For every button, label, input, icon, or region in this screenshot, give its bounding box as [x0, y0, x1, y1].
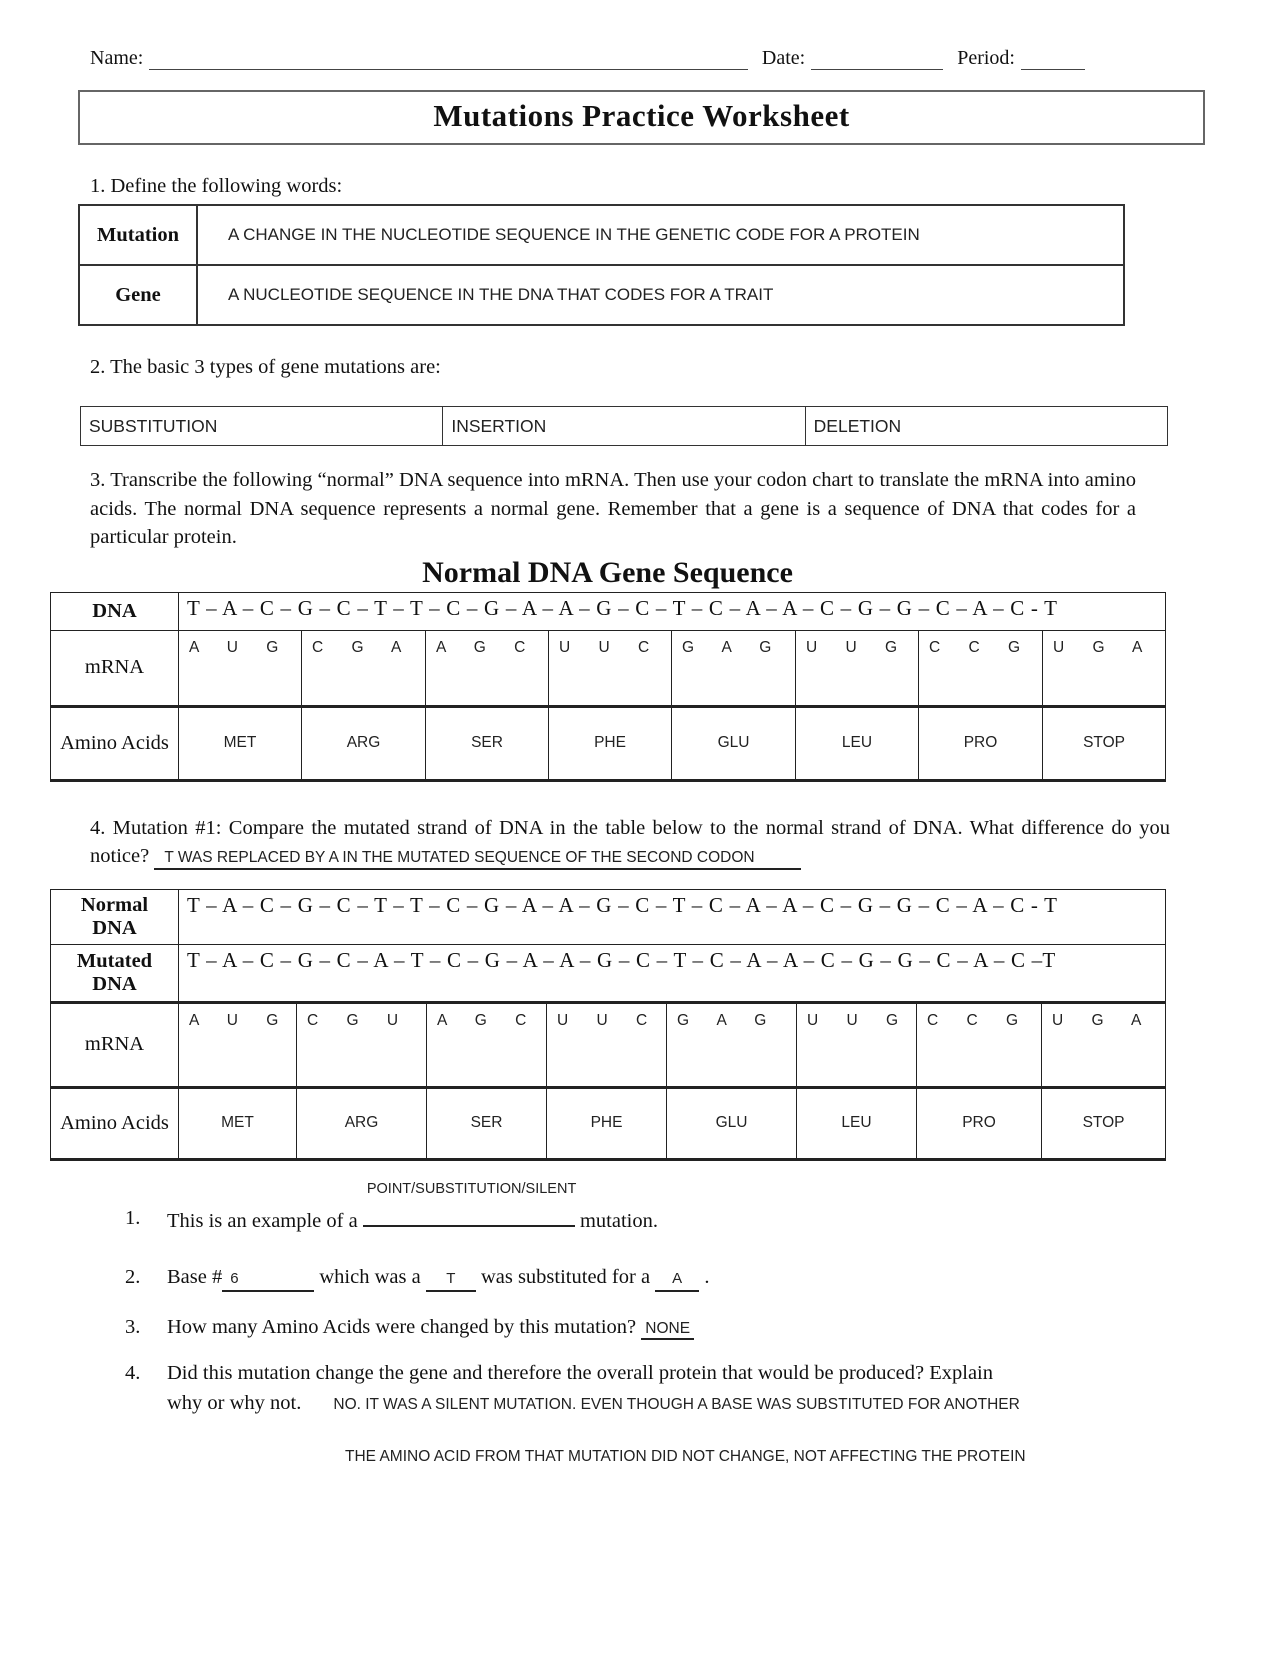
- section2-heading: 2. The basic 3 types of gene mutations are:: [90, 356, 441, 378]
- date-label: Date:: [761, 47, 806, 69]
- question-text: was substituted for a: [480, 1265, 651, 1288]
- table-row: [51, 944, 1166, 1002]
- table-row: [79, 205, 1124, 265]
- amino-acid: PHE: [547, 1087, 667, 1159]
- period-label: Period:: [957, 47, 1015, 69]
- normal-sequence-table: [50, 592, 1166, 782]
- question-3: [125, 1312, 1280, 1344]
- written-answer: NO. IT WAS A SILENT MUTATION. EVEN THOUGH A BASE WAS SUBSTITUTED FOR ANOTHER: [333, 1395, 1020, 1413]
- question-number: 2.: [125, 1265, 141, 1288]
- amino-row-label: Amino Acids: [51, 706, 179, 780]
- amino-acid: SER: [426, 706, 549, 780]
- table-row: [51, 1002, 1166, 1087]
- question-number: 4.: [125, 1361, 141, 1384]
- mrna-codon: A U G: [179, 630, 302, 706]
- table-row: [51, 630, 1166, 706]
- table-row: [51, 706, 1166, 780]
- mrna-codon: A G C: [426, 630, 549, 706]
- date-blank-line: [811, 46, 943, 70]
- mutated-dna-row-label: Mutated DNA: [51, 944, 179, 1002]
- definition-mutation: A CHANGE IN THE NUCLEOTIDE SEQUENCE IN THE GENETIC CODE FOR A PROTEIN: [197, 205, 1124, 265]
- type-insertion: INSERTION: [443, 407, 805, 446]
- amino-acid: MET: [179, 1087, 297, 1159]
- question-text: .: [704, 1265, 710, 1288]
- page-title: Mutations Practice Worksheet: [433, 98, 850, 133]
- mrna-codon: U U C: [549, 630, 672, 706]
- table-row: [51, 1087, 1166, 1159]
- question-text: How many Amino Acids were changed by this mutation?: [167, 1315, 637, 1338]
- mrna-codon: U U C: [547, 1002, 667, 1087]
- question-number: 1.: [125, 1206, 141, 1229]
- header-row: [90, 46, 1085, 70]
- question-text: which was a: [319, 1265, 421, 1288]
- mrna-codon: C G U: [297, 1002, 427, 1087]
- amino-acid: ARG: [297, 1087, 427, 1159]
- normal-sequence-title: Normal DNA Gene Sequence: [422, 555, 793, 589]
- amino-row-label: Amino Acids: [51, 1087, 179, 1159]
- answer-blank: [363, 1180, 577, 1227]
- mrna-codon: U U G: [797, 1002, 917, 1087]
- term-mutation: Mutation: [79, 205, 197, 265]
- mrna-codon: G A G: [667, 1002, 797, 1087]
- amino-acid: ARG: [302, 706, 426, 780]
- mrna-row-label: mRNA: [51, 630, 179, 706]
- title-box: [78, 90, 1205, 145]
- question-4: [125, 1358, 1280, 1472]
- name-label: Name:: [90, 47, 144, 69]
- period-blank-line: [1021, 46, 1085, 70]
- section4-question-text: 4. Mutation #1: Compare the mutated strand of DNA in the table below to the normal strand of DNA. What difference do you notice?: [90, 816, 1170, 867]
- written-answer: 6: [222, 1268, 314, 1292]
- dna-row-label: DNA: [51, 592, 179, 630]
- normal-dna-sequence: T – A – C – G – C – T – T – C – G – A – A – G – C – T – C – A – A – C – G – G – C – A – C - T: [179, 889, 1166, 944]
- definitions-table: [78, 204, 1125, 326]
- question-text: Did this mutation change the gene and therefore the overall protein that would be produced? Explain: [167, 1361, 993, 1384]
- written-answer: A: [655, 1268, 699, 1292]
- amino-acid: LEU: [796, 706, 919, 780]
- mutated-dna-sequence: T – A – C – G – C – A – T – C – G – A – A – G – C – T – C – A – A – C – G – G – C – A – C –T: [179, 944, 1166, 1002]
- written-answer: T: [426, 1268, 476, 1292]
- question-2: [125, 1262, 1280, 1292]
- mrna-row-label: mRNA: [51, 1002, 179, 1087]
- section4-written-answer: T WAS REPLACED BY A IN THE MUTATED SEQUENCE OF THE SECOND CODON: [154, 849, 800, 870]
- mutation1-table: [50, 889, 1166, 1161]
- amino-acid: STOP: [1042, 1087, 1166, 1159]
- section1-heading: 1. Define the following words:: [90, 175, 343, 197]
- question-text: Base #: [167, 1265, 223, 1288]
- followup-questions: [125, 1180, 1280, 1472]
- amino-acid: PRO: [919, 706, 1043, 780]
- mrna-codon: G A G: [672, 630, 796, 706]
- question-text: This is an example of a: [167, 1209, 358, 1232]
- mrna-codon: U G A: [1043, 630, 1166, 706]
- mrna-codon: A G C: [427, 1002, 547, 1087]
- amino-acid: MET: [179, 706, 302, 780]
- mrna-codon: C G A: [302, 630, 426, 706]
- amino-acid: GLU: [667, 1087, 797, 1159]
- question-text: mutation.: [579, 1209, 658, 1232]
- mrna-codon: A U G: [179, 1002, 297, 1087]
- written-answer: THE AMINO ACID FROM THAT MUTATION DID NOT CHANGE, NOT AFFECTING THE PROTEIN: [345, 1447, 1026, 1465]
- question-1: [125, 1180, 1280, 1236]
- definition-gene: A NUCLEOTIDE SEQUENCE IN THE DNA THAT CODES FOR A TRAIT: [197, 265, 1124, 325]
- normal-dna-sequence: T – A – C – G – C – T – T – C – G – A – A – G – C – T – C – A – A – C – G – G – C – A – C - T: [179, 592, 1166, 630]
- mrna-codon: C C G: [917, 1002, 1042, 1087]
- normal-dna-row-label: Normal DNA: [51, 889, 179, 944]
- mrna-codon: U U G: [796, 630, 919, 706]
- name-blank-line: [149, 46, 748, 70]
- mrna-codon: C C G: [919, 630, 1043, 706]
- section4-question: [90, 814, 1170, 873]
- section3-instructions: 3. Transcribe the following “normal” DNA sequence into mRNA. Then use your codon chart to translate the mRNA into amino acids. The normal DNA sequence represents a normal gene. Remember that a gene is a sequence of DNA that codes for a particular protein.: [90, 469, 1136, 548]
- type-deletion: DELETION: [805, 407, 1167, 446]
- type-substitution: SUBSTITUTION: [81, 407, 443, 446]
- table-row: [79, 265, 1124, 325]
- term-gene: Gene: [79, 265, 197, 325]
- question-text: why or why not.: [167, 1391, 302, 1414]
- amino-acid: STOP: [1043, 706, 1166, 780]
- mrna-codon: U G A: [1042, 1002, 1166, 1087]
- mutation-types-table: [80, 406, 1168, 446]
- table-row: [51, 592, 1166, 630]
- table-row: [81, 407, 1168, 446]
- amino-acid: LEU: [797, 1087, 917, 1159]
- amino-acid: PHE: [549, 706, 672, 780]
- question-number: 3.: [125, 1315, 141, 1338]
- amino-acid: SER: [427, 1087, 547, 1159]
- written-answer: NONE: [641, 1320, 694, 1340]
- written-answer: POINT/SUBSTITUTION/SILENT: [366, 1180, 577, 1197]
- amino-acid: PRO: [917, 1087, 1042, 1159]
- amino-acid: GLU: [672, 706, 796, 780]
- table-row: [51, 889, 1166, 944]
